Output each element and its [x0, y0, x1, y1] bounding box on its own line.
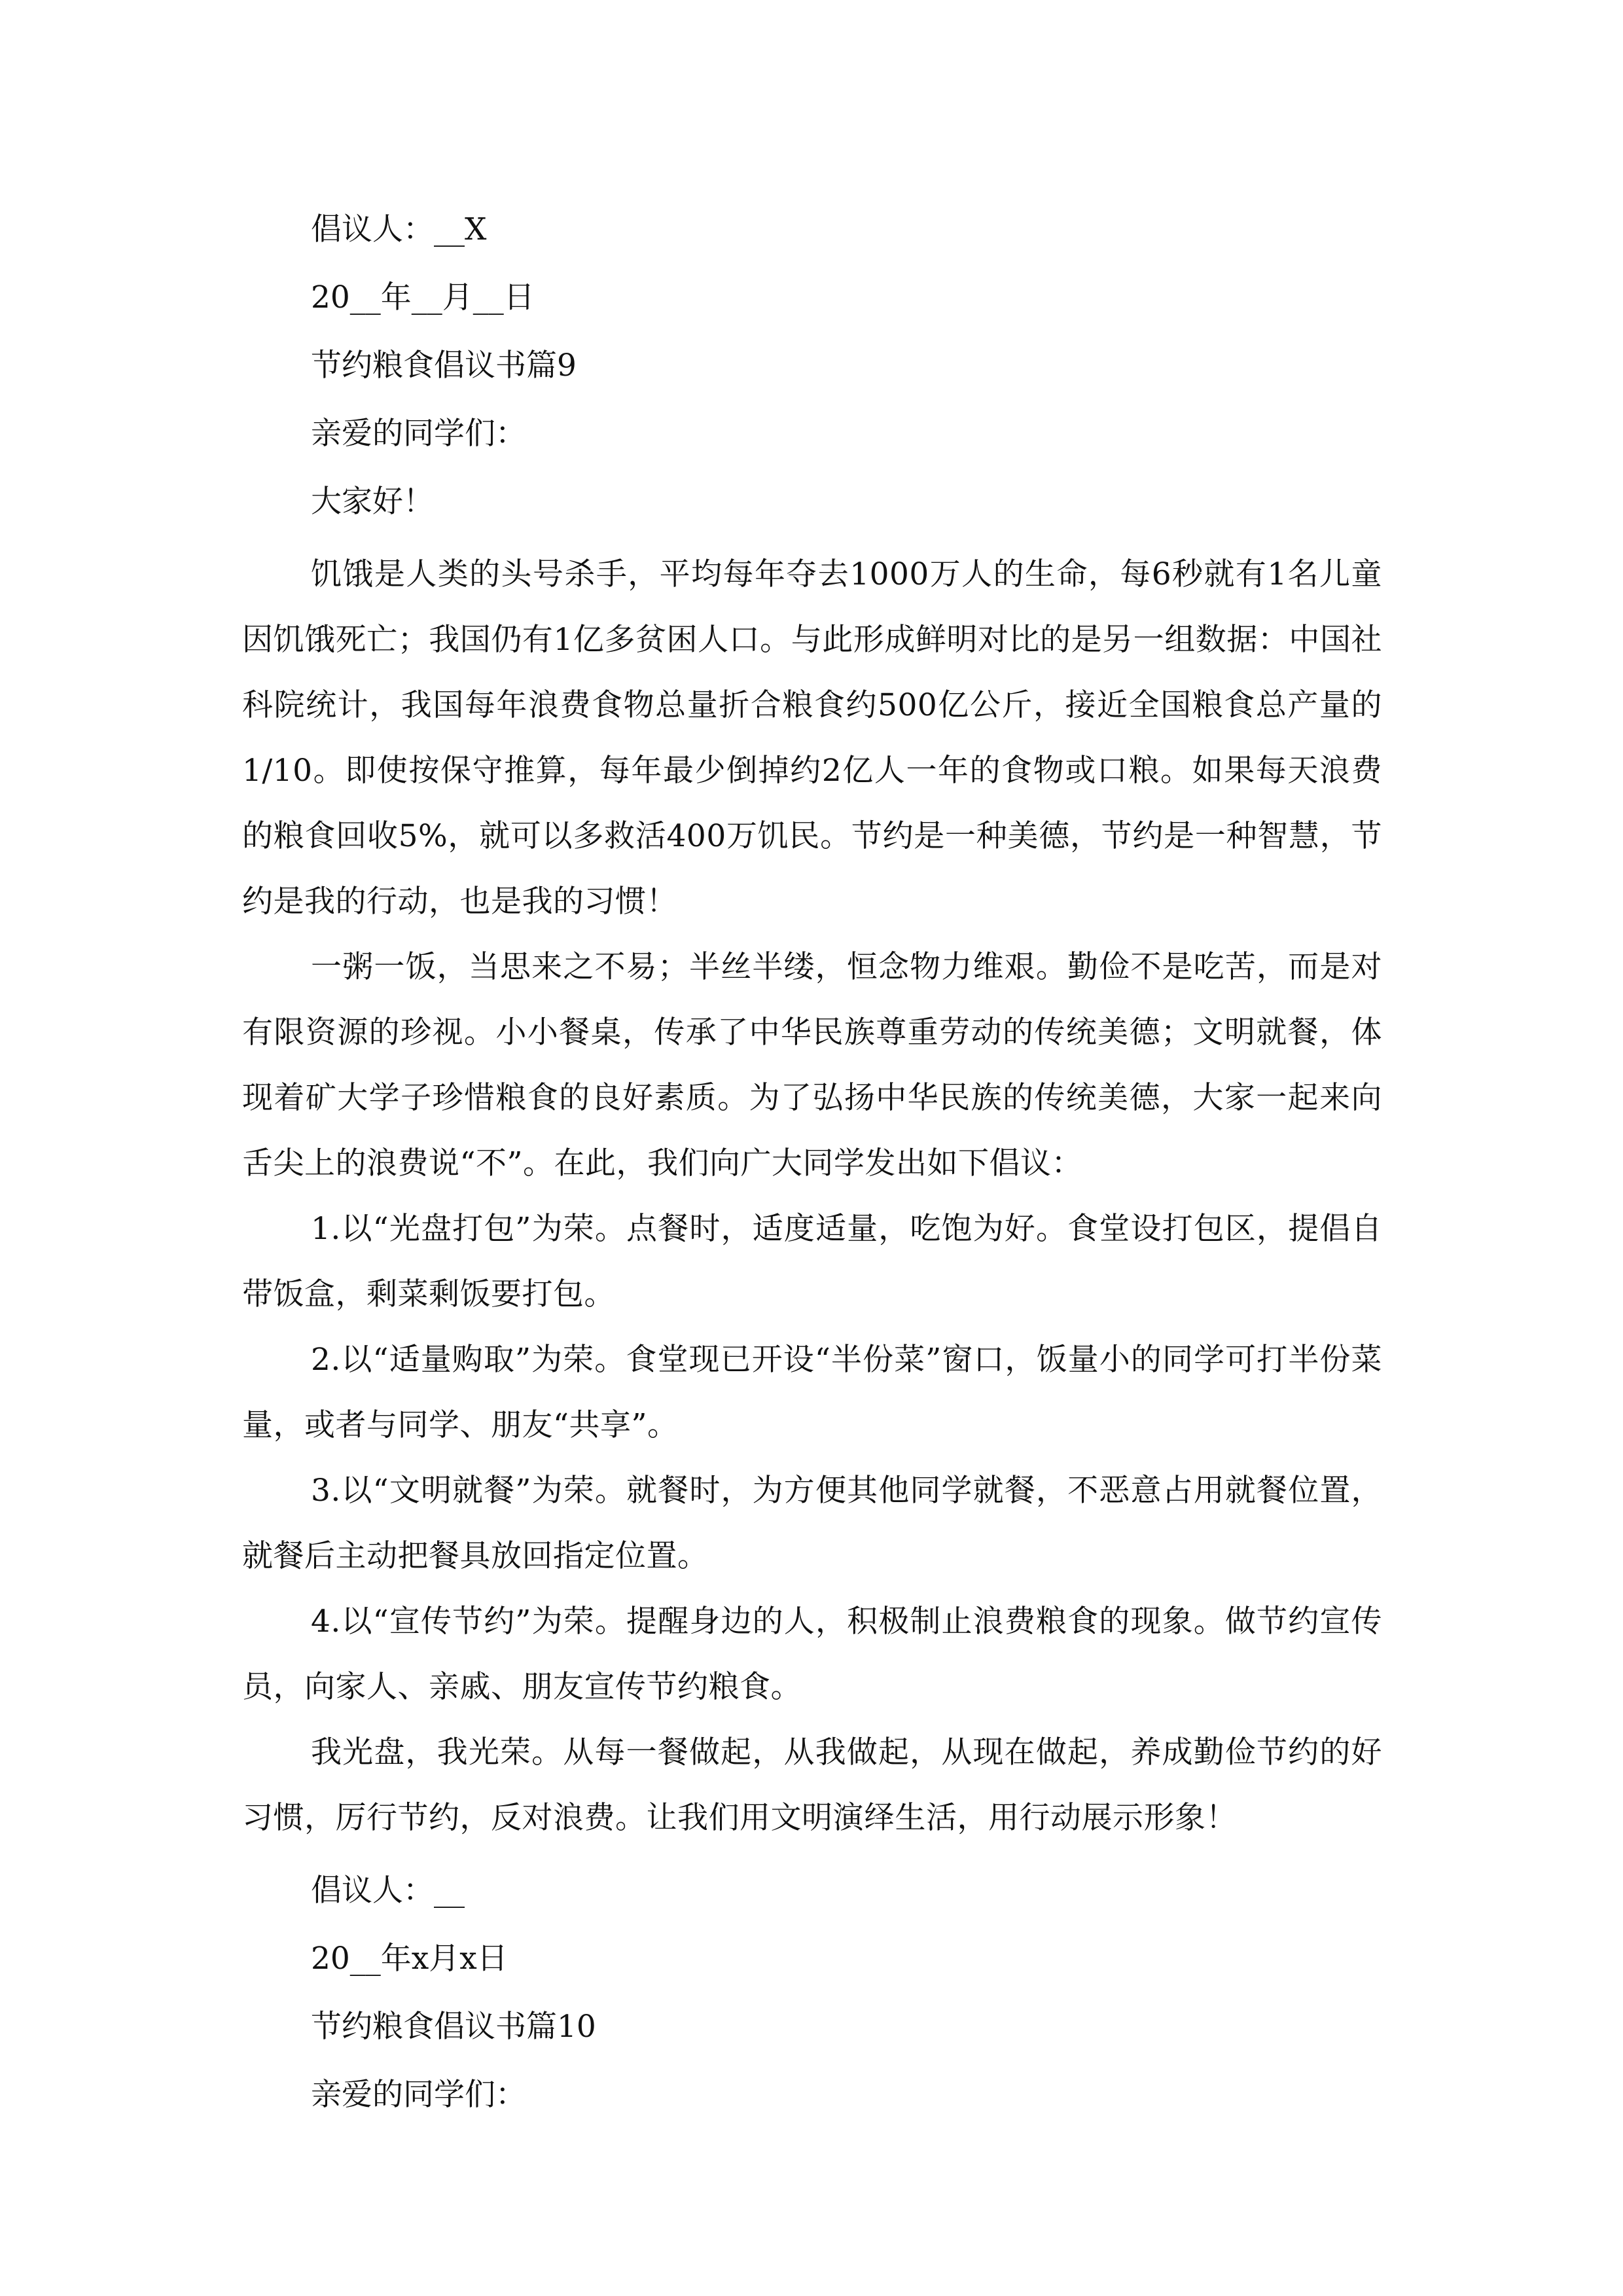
signature-line: 倡议人：__: [311, 1873, 465, 1909]
paragraph: 一粥一饭，当思来之不易；半丝半缕，恒念物力维艰。勤俭不是吃苦，而是对有限资源的珍视。小小餐桌，传承了中华民族尊重劳动的传统美德；文明就餐，体现着矿大学子珍惜粮食的良好素质。为了弘扬中华民族的传统美德，大家一起来向舌尖上的浪费说“不”。在此，我们向广大同学发出如下倡议：: [242, 949, 1382, 1181]
proposal-item: 4.以“宣传节约”为荣。提醒身边的人，积极制止浪费粮食的现象。做节约宣传员，向家人、亲戚、朋友宣传节约粮食。: [242, 1604, 1382, 1705]
date-line: 20__年__月__日: [311, 279, 535, 315]
section-title: 节约粮食倡议书篇10: [311, 2009, 596, 2045]
salutation: 亲爱的同学们：: [311, 2077, 526, 2113]
date-line: 20__年x月x日: [311, 1941, 508, 1977]
paragraph: 饥饿是人类的头号杀手，平均每年夺去1000万人的生命，每6秒就有1名儿童因饥饿死亡；我国仍有1亿多贫困人口。与此形成鲜明对比的是另一组数据：中国社科院统计，我国每年浪费食物总量折合粮食约500亿公斤，接近全国粮食总产量的1/10。即使按保守推算，每年最少倒掉约2亿人一年的食物或口粮。如果每天浪费的粮食回收5%，就可以多救活400万饥民。节约是一种美德，节约是一种智慧，节约是我的行动，也是我的习惯！: [242, 556, 1382, 920]
paragraph: 我光盘，我光荣。从每一餐做起，从我做起，从现在做起，养成勤俭节约的好习惯，厉行节约，反对浪费。让我们用文明演绎生活，用行动展示形象！: [242, 1734, 1382, 1836]
proposal-item: 2.以“适量购取”为荣。食堂现已开设“半份菜”窗口，饭量小的同学可打半份菜量，或者与同学、朋友“共享”。: [242, 1342, 1382, 1443]
proposal-item: 3.以“文明就餐”为荣。就餐时，为方便其他同学就餐，不恶意占用就餐位置，就餐后主动把餐具放回指定位置。: [242, 1473, 1382, 1574]
salutation: 亲爱的同学们：: [311, 416, 526, 452]
document-body: [242, 204, 1382, 2121]
proposal-item: 1.以“光盘打包”为荣。点餐时，适度适量，吃饱为好。食堂设打包区，提倡自带饭盒，剩菜剩饭要打包。: [242, 1211, 1382, 1312]
greeting: 大家好！: [311, 484, 434, 520]
section-title: 节约粮食倡议书篇9: [311, 348, 577, 384]
signature-line: 倡议人：__X: [311, 211, 487, 247]
